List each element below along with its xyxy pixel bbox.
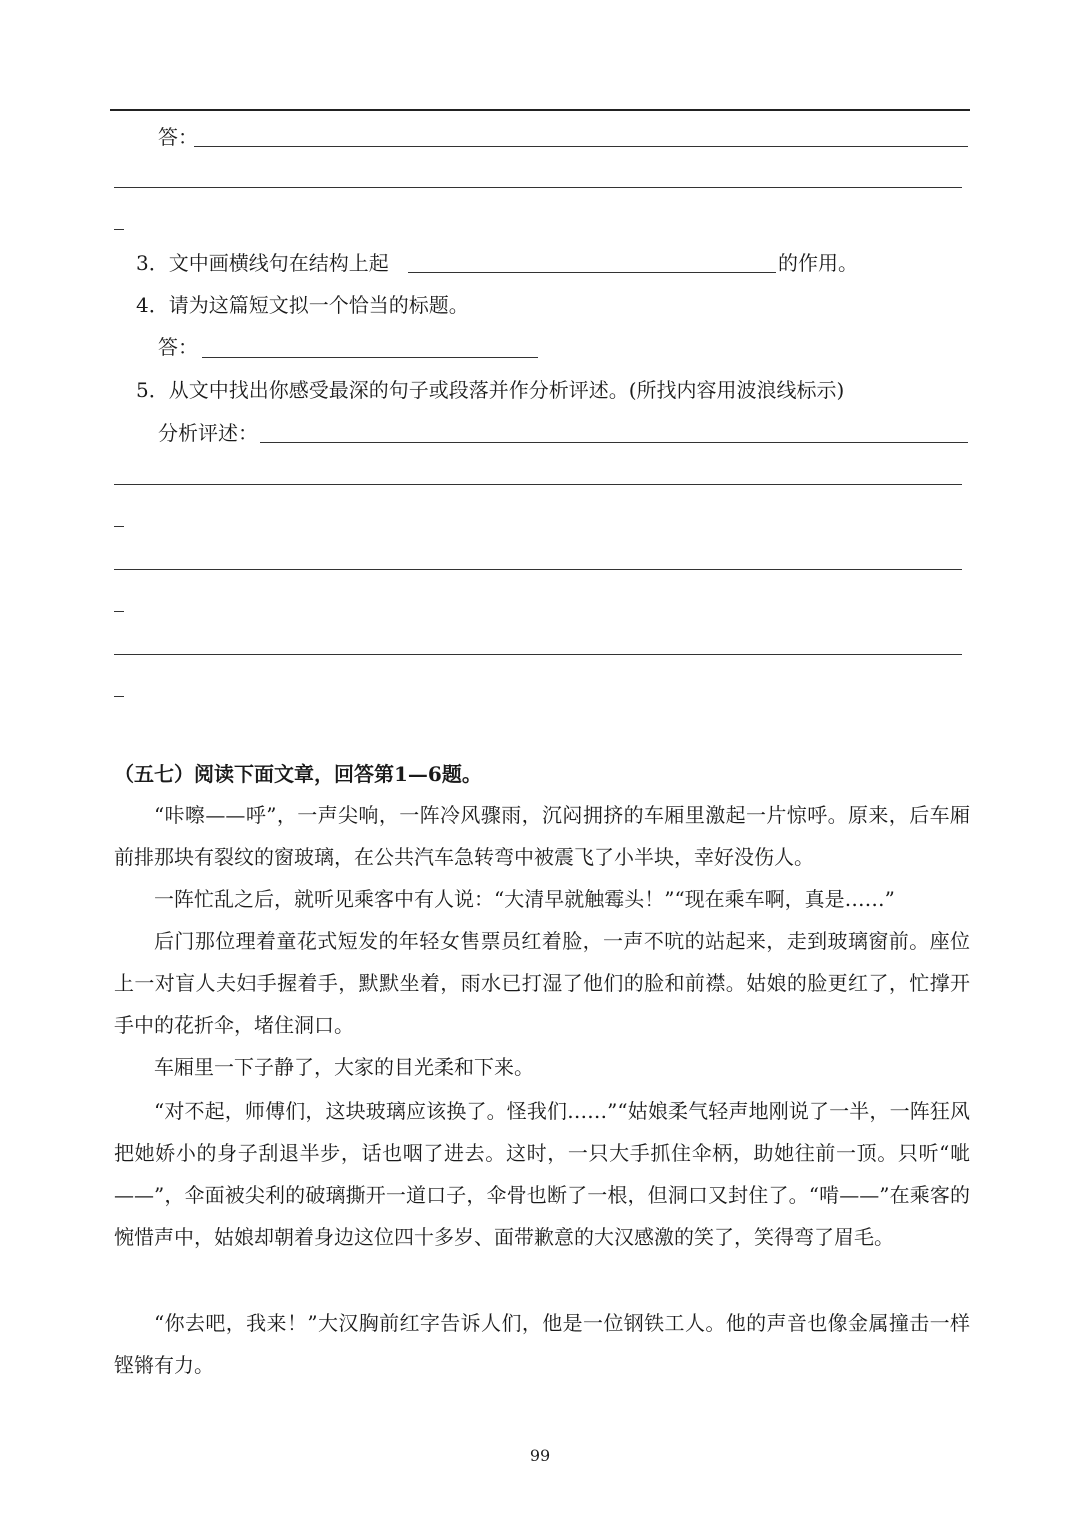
answer-label: 答： xyxy=(158,125,198,149)
passage-paragraph: “你去吧，我来！”大汉胸前红字告诉人们，他是一位钢铁工人。他的声音也像金属撞击一样铿锵有力。 xyxy=(114,1311,970,1377)
question-4-blank xyxy=(202,357,538,358)
question-4-text: 4．请为这篇短文拟一个恰当的标题。 xyxy=(136,293,469,317)
page-number: 99 xyxy=(529,1446,551,1465)
question-4-answer-label: 答： xyxy=(158,335,198,359)
answer-line xyxy=(114,187,962,188)
passage-paragraph: “对不起，师傅们，这块玻璃应该换了。怪我们……”“姑娘柔气轻声地刚说了一半，一阵狂风把她娇小的身子刮退半步，话也咽了进去。这时，一只大手抓住伞柄，助她往前一顶。只听“呲——”，伞面被尖利的破璃撕开一道口子，伞骨也断了一根，但洞口又封住了。“啃——”在乘客的惋惜声中，姑娘却朝着身边这位四十多岁、面带歉意的大汉感激的笑了，笑得弯了眉毛。 xyxy=(114,1099,970,1249)
question-5-answer-line xyxy=(114,484,962,485)
question-5-text: 5．从文中找出你感受最深的句子或段落并作分析评述。(所找内容用波浪线标示) xyxy=(136,378,845,402)
passage-paragraph: 车厢里一下子静了，大家的目光柔和下来。 xyxy=(154,1055,534,1079)
line-end-mark xyxy=(114,526,124,527)
question-5-answer-label: 分析评述： xyxy=(158,421,258,445)
question-3-suffix: 的作用。 xyxy=(778,251,858,275)
answer-line xyxy=(194,146,968,147)
passage-paragraph: “咔嚓——呼”，一声尖响，一阵冷风骤雨，沉闷拥挤的车厢里激起一片惊呼。原来，后车厢前排那块有裂纹的窗玻璃，在公共汽车急转弯中被震飞了小半块，幸好没伤人。 xyxy=(114,803,970,869)
section-heading: （五七）阅读下面文章，回答第1—6题。 xyxy=(114,762,482,786)
top-rule xyxy=(110,109,970,111)
line-end-mark xyxy=(114,611,124,612)
line-end-mark xyxy=(114,696,124,697)
question-5-answer-line xyxy=(114,654,962,655)
passage-paragraph: 后门那位理着童花式短发的年轻女售票员红着脸，一声不吭的站起来，走到玻璃窗前。座位上一对盲人夫妇手握着手，默默坐着，雨水已打湿了他们的脸和前襟。姑娘的脸更红了，忙撑开手中的花折伞，堵住洞口。 xyxy=(114,929,970,1037)
question-5-answer-line xyxy=(114,569,962,570)
question-3-blank xyxy=(408,272,776,273)
passage-paragraph: 一阵忙乱之后，就听见乘客中有人说：“大清早就触霉头！”“现在乘车啊，真是……” xyxy=(154,887,895,911)
line-end-mark xyxy=(114,229,124,230)
question-5-answer-line xyxy=(260,442,968,443)
question-3-text: 3．文中画横线句在结构上起 xyxy=(136,251,389,275)
